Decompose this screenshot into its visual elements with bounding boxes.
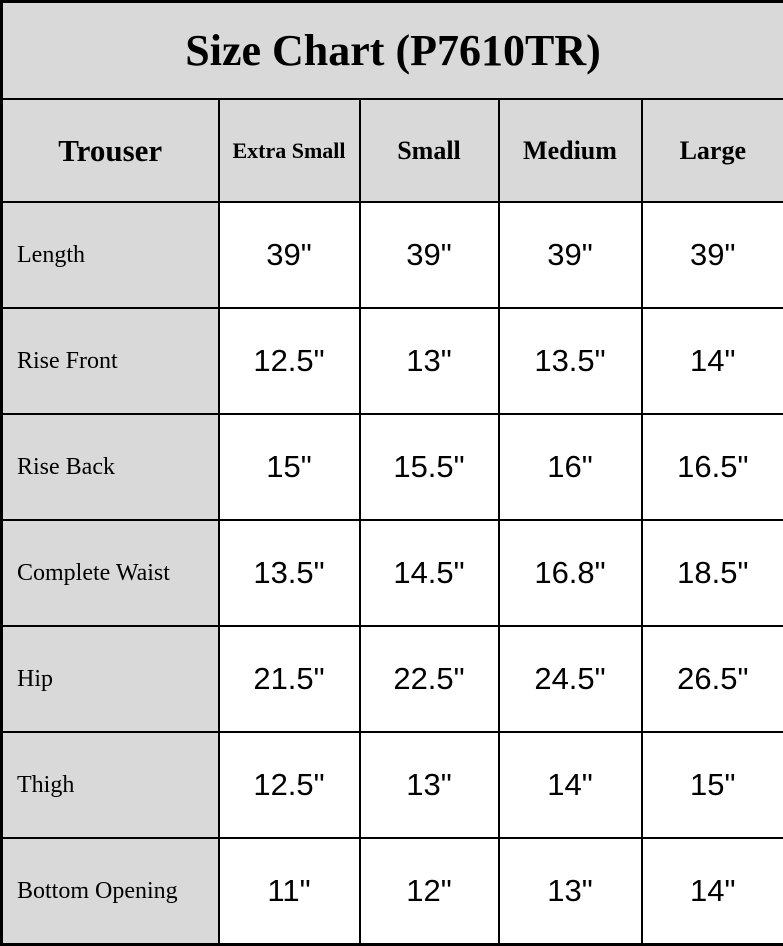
cell-value: 11"	[219, 838, 360, 944]
cell-value: 12"	[360, 838, 499, 944]
cell-value: 12.5"	[219, 732, 360, 838]
cell-value: 39"	[642, 202, 783, 308]
cell-value: 16.5"	[642, 414, 783, 520]
table-row-complete-waist	[2, 520, 783, 626]
cell-value: 13"	[360, 308, 499, 414]
cell-value: 14.5"	[360, 520, 499, 626]
cell-value: 13.5"	[499, 308, 642, 414]
table-row-rise-front	[2, 308, 783, 414]
cell-value: 22.5"	[360, 626, 499, 732]
row-label: Complete Waist	[2, 520, 219, 626]
column-header-large: Large	[642, 99, 783, 202]
cell-value: 13"	[360, 732, 499, 838]
cell-value: 15"	[642, 732, 783, 838]
row-label: Rise Front	[2, 308, 219, 414]
cell-value: 24.5"	[499, 626, 642, 732]
table-row-thigh	[2, 732, 783, 838]
table-row-length	[2, 202, 783, 308]
column-header-trouser: Trouser	[2, 99, 219, 202]
cell-value: 39"	[219, 202, 360, 308]
title-row	[2, 2, 783, 100]
table-row-bottom-opening	[2, 838, 783, 944]
cell-value: 21.5"	[219, 626, 360, 732]
cell-value: 14"	[642, 308, 783, 414]
row-label: Bottom Opening	[2, 838, 219, 944]
row-label: Hip	[2, 626, 219, 732]
row-label: Rise Back	[2, 414, 219, 520]
cell-value: 39"	[360, 202, 499, 308]
cell-value: 14"	[642, 838, 783, 944]
cell-value: 16"	[499, 414, 642, 520]
header-row	[2, 99, 783, 202]
cell-value: 26.5"	[642, 626, 783, 732]
cell-value: 15"	[219, 414, 360, 520]
row-label: Thigh	[2, 732, 219, 838]
cell-value: 39"	[499, 202, 642, 308]
table-row-rise-back	[2, 414, 783, 520]
cell-value: 14"	[499, 732, 642, 838]
column-header-small: Small	[360, 99, 499, 202]
cell-value: 13.5"	[219, 520, 360, 626]
table-row-hip	[2, 626, 783, 732]
page-title: Size Chart (P7610TR)	[2, 2, 783, 100]
cell-value: 18.5"	[642, 520, 783, 626]
cell-value: 15.5"	[360, 414, 499, 520]
row-label: Length	[2, 202, 219, 308]
cell-value: 12.5"	[219, 308, 360, 414]
cell-value: 13"	[499, 838, 642, 944]
column-header-extra-small: Extra Small	[219, 99, 360, 202]
column-header-medium: Medium	[499, 99, 642, 202]
cell-value: 16.8"	[499, 520, 642, 626]
